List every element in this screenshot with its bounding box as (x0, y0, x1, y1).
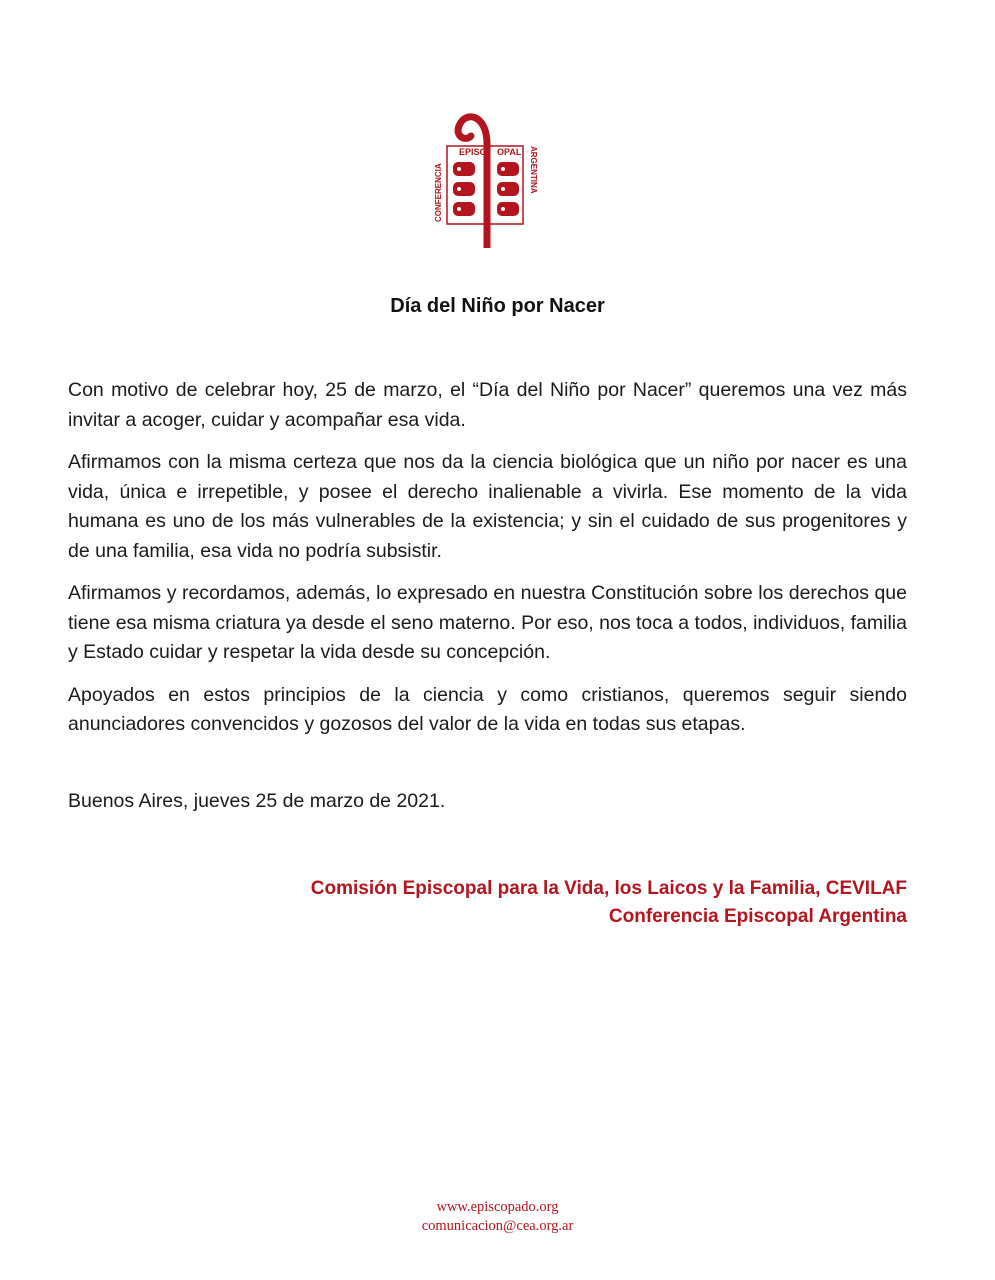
svg-text:EPISC: EPISC (459, 147, 487, 157)
svg-text:ARGENTINA: ARGENTINA (529, 146, 538, 194)
paragraph: Apoyados en estos principios de la ciencia y como cristianos, queremos seguir siendo anunciadores convencidos y gozosos del valor de la vida en todas sus etapas. (68, 683, 907, 735)
svg-text:CONFERENCIA: CONFERENCIA (434, 163, 443, 222)
signature-block (311, 875, 907, 931)
signature-conference: Conferencia Episcopal Argentina (608, 906, 907, 927)
paragraph: Afirmamos y recordamos, además, lo expresado en nuestra Constitución sobre los derechos que tiene esa misma criatura ya desde el seno materno. Por eso, nos toca a todos, individuos, familia y Estado cuidar y respetar la vida desde su concepción. (68, 582, 907, 663)
place-and-date: Buenos Aires, jueves 25 de marzo de 2021. (68, 790, 446, 812)
footer (0, 1198, 995, 1236)
document-body (68, 376, 907, 753)
document-title: Día del Niño por Nacer (390, 295, 605, 317)
footer-website: www.episcopado.org (436, 1199, 559, 1215)
episcopal-logo (425, 104, 547, 248)
footer-email: comunicacion@cea.org.ar (421, 1218, 574, 1234)
paragraph: Con motivo de celebrar hoy, 25 de marzo, el “Día del Niño por Nacer” queremos una vez más invitar a acoger, cuidar y acompañar esa vida. (68, 379, 907, 431)
svg-text:OPAL: OPAL (497, 147, 522, 157)
paragraph: Afirmamos con la misma certeza que nos da la ciencia biológica que un niño por nacer es una vida, única e irrepetible, y posee el derecho inalienable a vivirla. Ese momento de la vida humana es uno de los más vulnerables de la existencia; y sin el cuidado de sus progenitores y de una familia, esa vida no podría subsistir. (68, 451, 907, 562)
signature-commission: Comisión Episcopal para la Vida, los Laicos y la Familia, CEVILAF (310, 878, 907, 899)
